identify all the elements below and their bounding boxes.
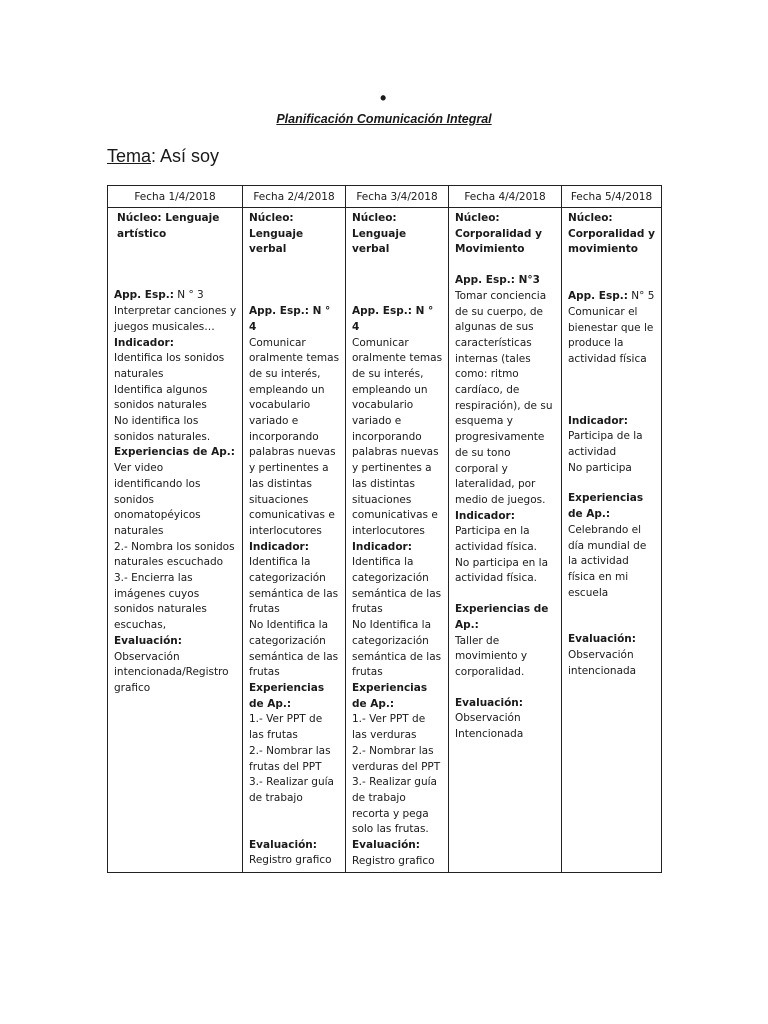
indicator-item-1b: Identifica algunos sonidos naturales xyxy=(114,383,208,412)
indicator-item-3a: Identifica la categorización semántica de las frutas xyxy=(352,556,442,616)
evaluation-text-3: Registro grafico xyxy=(352,854,435,867)
date-header-1: Fecha 1/4/2018 xyxy=(108,186,243,208)
experience-item-1a: Ver video identificando los sonidos onomatopéyicos naturales xyxy=(114,462,201,537)
experience-label-1: Experiencias de Ap.: xyxy=(114,446,235,459)
indicator-item-5b: No participa xyxy=(568,461,632,474)
indicator-item-2b: No Identifica la categorización semántica de las frutas xyxy=(249,619,339,679)
nucleo-2: Núcleo: Lenguaje verbal xyxy=(249,212,304,256)
experience-item-4a: Taller de movimiento y corporalidad. xyxy=(455,634,528,678)
indicator-label-1: Indicador: xyxy=(114,336,174,349)
experience-item-3a: 1.- Ver PPT de las verduras xyxy=(352,713,426,742)
date-header-2: Fecha 2/4/2018 xyxy=(243,186,346,208)
app-esp-text-1: Interpretar canciones y juegos musicales… xyxy=(114,305,237,333)
experience-item-3c: 3.- Realizar guía de trabajo recorta y pega solo las frutas. xyxy=(352,776,437,836)
experience-item-1c: 3.- Encierra las imágenes cuyos sonidos naturales escuchas, xyxy=(114,572,207,632)
evaluation-text-1: Observación intencionada/Registro grafico xyxy=(114,650,229,694)
indicator-item-1c: No identifica los sonidos naturales. xyxy=(114,415,211,443)
app-esp-label-2: App. Esp.: N ° 4 xyxy=(249,305,331,333)
experience-label-2: Experiencias de Ap.: xyxy=(249,681,325,710)
header-bullet: • xyxy=(380,88,387,108)
app-esp-text-3: Comunicar oralmente temas de su interés, empleando un vocabulario variado e incorporando palabras nuevas y pertinentes a las distintas situaciones comunicativas e interlocutores xyxy=(352,336,443,537)
app-esp-text-2: Comunicar oralmente temas de su interés, empleando un vocabulario variado e incorporando palabras nuevas y pertinentes a las distintas situaciones comunicativas e interlocutores xyxy=(249,336,340,537)
date-header-5: Fecha 5/4/2018 xyxy=(562,186,662,208)
indicator-item-3b: No Identifica la categorización semántica de las frutas xyxy=(352,619,442,679)
experience-5 xyxy=(568,491,656,601)
app-esp-1 xyxy=(114,288,237,304)
evaluation-label-3: Evaluación: xyxy=(352,839,420,852)
experience-label-4: Experiencias de Ap.: xyxy=(455,603,549,631)
indicator-label-3: Indicador: xyxy=(352,540,412,553)
document-title: Planificación Comunicación Integral xyxy=(276,112,492,126)
indicator-label-2: Indicador: xyxy=(249,540,309,553)
evaluation-text-4: Observación Intencionada xyxy=(455,712,524,741)
theme-label: Tema xyxy=(107,146,152,166)
experience-item-2c: 3.- Realizar guía de trabajo xyxy=(249,776,334,804)
plan-cell-2 xyxy=(243,208,346,873)
evaluation-label-4: Evaluación: xyxy=(455,696,523,709)
indicator-item-2a: Identifica la categorización semántica de las frutas xyxy=(249,556,339,616)
date-header-4: Fecha 4/4/2018 xyxy=(449,186,562,208)
nucleo-1: Núcleo: Lenguaje artístico xyxy=(117,212,220,240)
app-esp-number-1: N ° 3 xyxy=(173,289,204,302)
experience-item-3b: 2.- Nombrar las verduras del PPT xyxy=(352,744,441,773)
indicator-label-4: Indicador: xyxy=(455,509,515,522)
nucleo-3: Núcleo: Lenguaje verbal xyxy=(352,212,407,256)
nucleo-4: Núcleo: Corporalidad y Movimiento xyxy=(455,212,542,256)
app-esp-label-3: App. Esp.: N ° 4 xyxy=(352,305,434,333)
indicator-item-4b: No participa en la actividad física. xyxy=(455,556,548,585)
app-esp-text-4: Tomar conciencia de su cuerpo, de algunas de sus características internas (tales como: ritmo cardíaco, de respiración), de su esquema y progresivamente de su tono corporal y lateralidad, por medio de juegos. xyxy=(455,289,553,506)
date-header-row xyxy=(108,186,662,208)
evaluation-label-1: Evaluación: xyxy=(114,634,182,647)
experience-label-3: Experiencias de Ap.: xyxy=(352,681,428,710)
theme-separator: : xyxy=(151,146,157,166)
plan-cell-1 xyxy=(108,208,243,873)
evaluation-text-5: Observación intencionada xyxy=(568,649,637,677)
date-header-3: Fecha 3/4/2018 xyxy=(346,186,449,208)
plan-row xyxy=(108,208,662,873)
evaluation-text-2: Registro grafico xyxy=(249,854,332,867)
plan-cell-5 xyxy=(562,208,662,873)
plan-cell-3 xyxy=(346,208,449,873)
app-esp-label-4: App. Esp.: N°3 xyxy=(455,274,540,287)
plan-cell-4 xyxy=(449,208,562,873)
indicator-item-4a: Participa en la actividad física. xyxy=(455,525,538,554)
indicator-label-5: Indicador: xyxy=(568,414,628,427)
app-esp-5 xyxy=(568,289,656,305)
planning-table xyxy=(107,185,662,873)
experience-label-5: Experiencias de Ap.: xyxy=(568,492,644,521)
app-esp-text-5: Comunicar el bienestar que le produce la actividad física xyxy=(568,305,654,365)
evaluation-label-5: Evaluación: xyxy=(568,633,636,646)
experience-item-5a: Celebrando el día mundial de la actividad física en mi escuela xyxy=(568,523,647,599)
theme-value: Así soy xyxy=(156,146,220,166)
evaluation-label-2: Evaluación: xyxy=(249,838,317,851)
indicator-item-5a: Participa de la actividad xyxy=(568,430,643,459)
app-esp-label-1: App. Esp.: xyxy=(114,289,174,302)
app-esp-number-5: N° 5 xyxy=(627,290,655,303)
theme-line xyxy=(107,146,219,167)
app-esp-label-5: App. Esp.: xyxy=(568,290,628,303)
experience-item-1b: 2.- Nombra los sonidos naturales escuchado xyxy=(114,540,235,569)
experience-item-2a: 1.- Ver PPT de las frutas xyxy=(249,713,323,742)
indicator-item-1a: Identifica los sonidos naturales xyxy=(114,352,225,380)
nucleo-5: Núcleo: Corporalidad y movimiento xyxy=(568,212,655,256)
experience-item-2b: 2.- Nombrar las frutas del PPT xyxy=(249,744,331,773)
